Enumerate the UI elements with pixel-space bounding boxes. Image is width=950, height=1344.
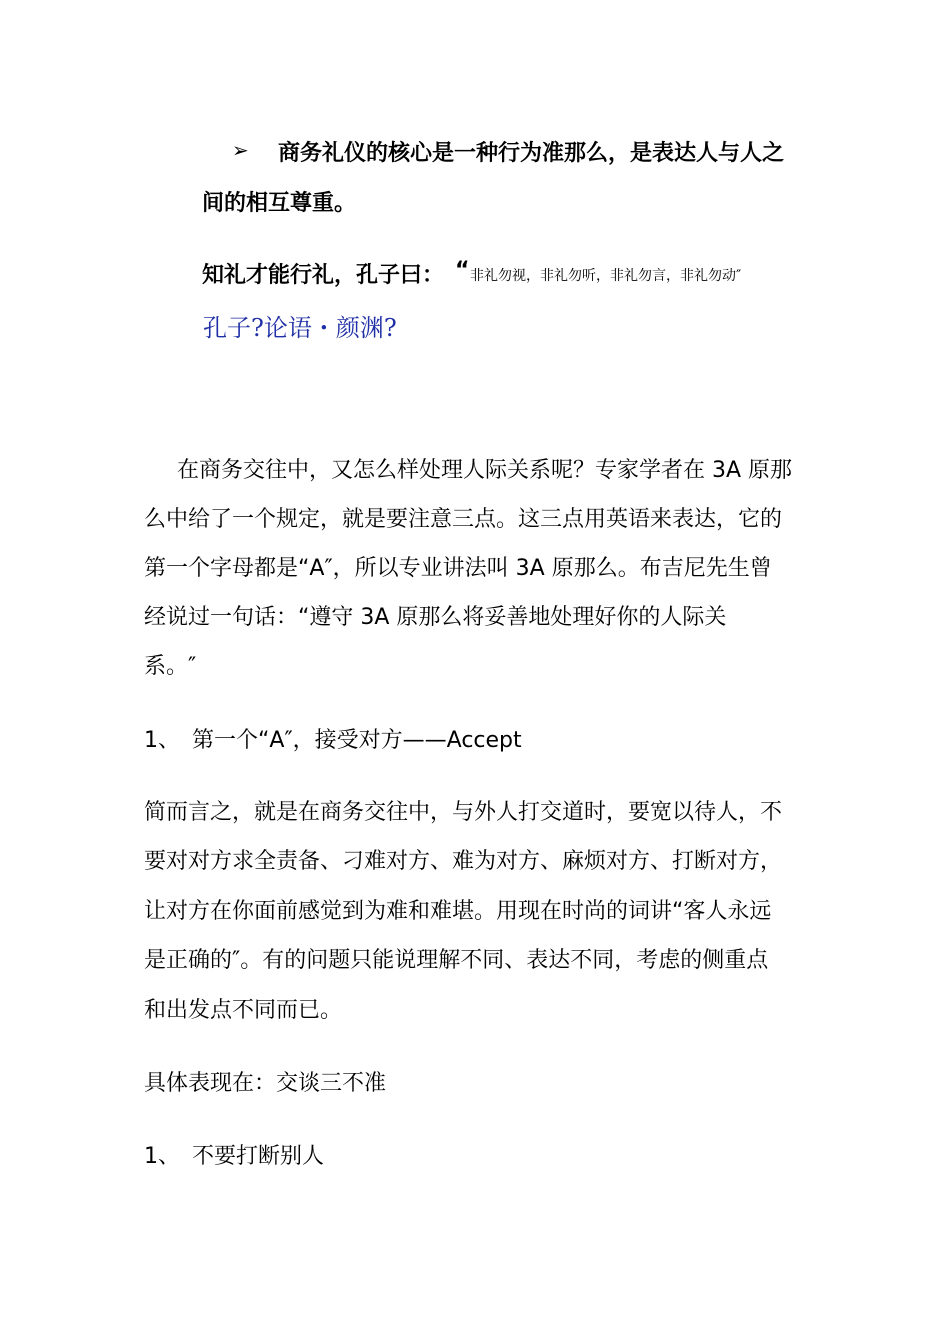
explanation-line-4: 是正确的″。有的问题只能说理解不同、表达不同，考虑的侧重点 — [144, 948, 769, 973]
quote-source: 孔子?论语・颜渊? — [203, 314, 397, 342]
bullet-heading-line-2: 间的相互尊重。 — [202, 191, 357, 216]
bullet-arrow-icon: ➢ — [232, 138, 249, 162]
intro-line-3: 第一个字母都是“A″，所以专业讲法叫 3A 原那么。布吉尼先生曾 — [144, 556, 772, 581]
intro-line-4: 经说过一句话：“遵守 3A 原那么将妥善地处理好你的人际关 — [144, 605, 727, 630]
specific-heading: 具体表现在：交谈三不准 — [144, 1071, 387, 1096]
explanation-line-2: 要对对方求全责备、刁难对方、难为对方、麻烦对方、打断对方， — [144, 849, 783, 874]
bullet-heading-line-1: 商务礼仪的核心是一种行为准那么，是表达人与人之 — [278, 141, 785, 166]
explanation-line-3: 让对方在你面前感觉到为难和难堪。用现在时尚的词讲“客人永远 — [144, 899, 772, 924]
quote-text: 非礼勿视，非礼勿听，非礼勿言，非礼勿动″ — [470, 268, 742, 284]
intro-line-5: 系。″ — [144, 654, 197, 679]
quote-open-mark: “ — [455, 258, 470, 283]
sub-item-1-text: 不要打断别人 — [192, 1144, 325, 1169]
explanation-line-1: 简而言之，就是在商务交往中，与外人打交道时，要宽以待人，不 — [144, 800, 783, 825]
quote-prefix: 知礼才能行礼，孔子曰： — [202, 263, 445, 288]
section-1-title: 第一个“A″，接受对方——Accept — [192, 728, 522, 753]
sub-item-1-number: 1、 — [144, 1144, 180, 1169]
section-1-number: 1、 — [144, 728, 180, 753]
intro-line-2: 么中给了一个规定，就是要注意三点。这三点用英语来表达，它的 — [144, 507, 783, 532]
intro-line-1: 在商务交往中，又怎么样处理人际关系呢？专家学者在 3A 原那 — [177, 458, 793, 483]
explanation-line-5: 和出发点不同而已。 — [144, 998, 343, 1023]
